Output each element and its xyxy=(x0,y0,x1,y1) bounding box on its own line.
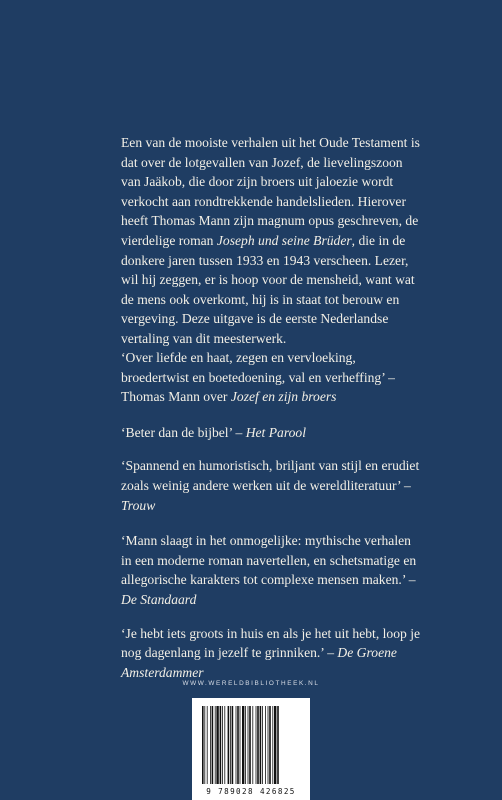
barcode-bars xyxy=(202,706,300,784)
barcode-bar xyxy=(216,706,218,784)
blurb-book-title: Joseph und seine Brüder xyxy=(216,232,352,248)
barcode-bar xyxy=(230,706,231,784)
blurb-text-2: , die in de donkere jaren tussen 1933 en 1943 verscheen. Lezer, wil hij zeggen, er is hoop voor de mensheid, want wat de mens ook overkomt, hij is in staat tot berouw en vergeving. Deze uitgave is de eerste Nederlandse vertaling van dit meesterwerk. xyxy=(121,232,415,346)
quote-source: Trouw xyxy=(121,497,156,513)
publisher-website: WWW.WERELDBIBLIOTHEEK.NL xyxy=(182,680,320,687)
quote-text: ‘Beter dan de bijbel’ – xyxy=(121,424,246,440)
barcode-bar xyxy=(269,706,271,784)
quote-5 xyxy=(121,624,421,683)
barcode-bar xyxy=(210,706,211,784)
barcode-bar xyxy=(220,706,222,784)
barcode-bar xyxy=(252,706,253,784)
barcode-bar xyxy=(274,706,276,784)
quote-text: ‘Mann slaagt in het onmogelijke: mythische verhalen in een moderne roman navertellen, en schetsmatige en allegorische karakters tot complexe mensen maken.’ – xyxy=(121,533,417,588)
barcode-bar xyxy=(249,706,251,784)
barcode-bar xyxy=(248,706,249,784)
blurb-paragraph xyxy=(121,133,421,349)
quote-source: Jozef en zijn broers xyxy=(230,389,337,405)
isbn-number: 9 789028 426825 xyxy=(206,787,296,796)
blurb-text-1: Een van de mooiste verhalen uit het Oude Testament is dat over de lotgevallen van Jozef, de lievelingszoon van Jaäkob, die door zijn broers uit jaloezie wordt verkocht aan rondtrekkende handelslieden. Hierover heeft Thomas Mann zijn magnum opus geschreven, de vierdelige roman xyxy=(121,135,420,248)
quote-text: ‘Spannend en humoristisch, briljant van stijl en erudiet zoals weinig andere werken uit de wereldliteratuur’ – xyxy=(121,458,420,493)
barcode-bar xyxy=(237,706,239,784)
barcode-bar xyxy=(236,706,237,784)
barcode-bar xyxy=(202,706,204,784)
barcode-bar xyxy=(222,706,223,784)
barcode xyxy=(192,698,310,800)
barcode-bar xyxy=(232,706,234,784)
quote-2 xyxy=(121,423,421,443)
review-quotes xyxy=(121,348,421,696)
barcode-bar xyxy=(245,706,246,784)
quote-4 xyxy=(121,531,421,609)
quote-text: ‘Over liefde en haat, zegen en vervloeking, broedertwist en boetedoening, val en verheffing’ – Thomas Mann over xyxy=(121,350,395,405)
quote-text: ‘Je hebt iets groots in huis en als je het uit hebt, loop je nog dagenlang in jezelf te grinniken.’ – xyxy=(121,625,421,661)
barcode-bar xyxy=(262,706,263,784)
barcode-bar xyxy=(224,706,225,784)
barcode-bar xyxy=(268,706,269,784)
quote-1 xyxy=(121,348,421,407)
barcode-bar xyxy=(265,706,266,784)
barcode-bar xyxy=(204,706,205,784)
quote-source: Het Parool xyxy=(245,424,306,440)
barcode-bar xyxy=(272,706,273,784)
barcode-bar xyxy=(240,706,241,784)
barcode-bar xyxy=(277,706,279,784)
barcode-bar xyxy=(242,706,244,784)
barcode-bar xyxy=(228,706,230,784)
barcode-bar xyxy=(256,706,257,784)
barcode-bar xyxy=(260,706,262,784)
quote-source: De Groene Amsterdammer xyxy=(121,645,397,680)
barcode-bar xyxy=(207,706,208,784)
barcode-bar xyxy=(257,706,259,784)
barcode-bar xyxy=(215,706,216,784)
barcode-bar xyxy=(212,706,214,784)
quote-source: De Standaard xyxy=(121,591,197,607)
quote-3 xyxy=(121,456,421,515)
